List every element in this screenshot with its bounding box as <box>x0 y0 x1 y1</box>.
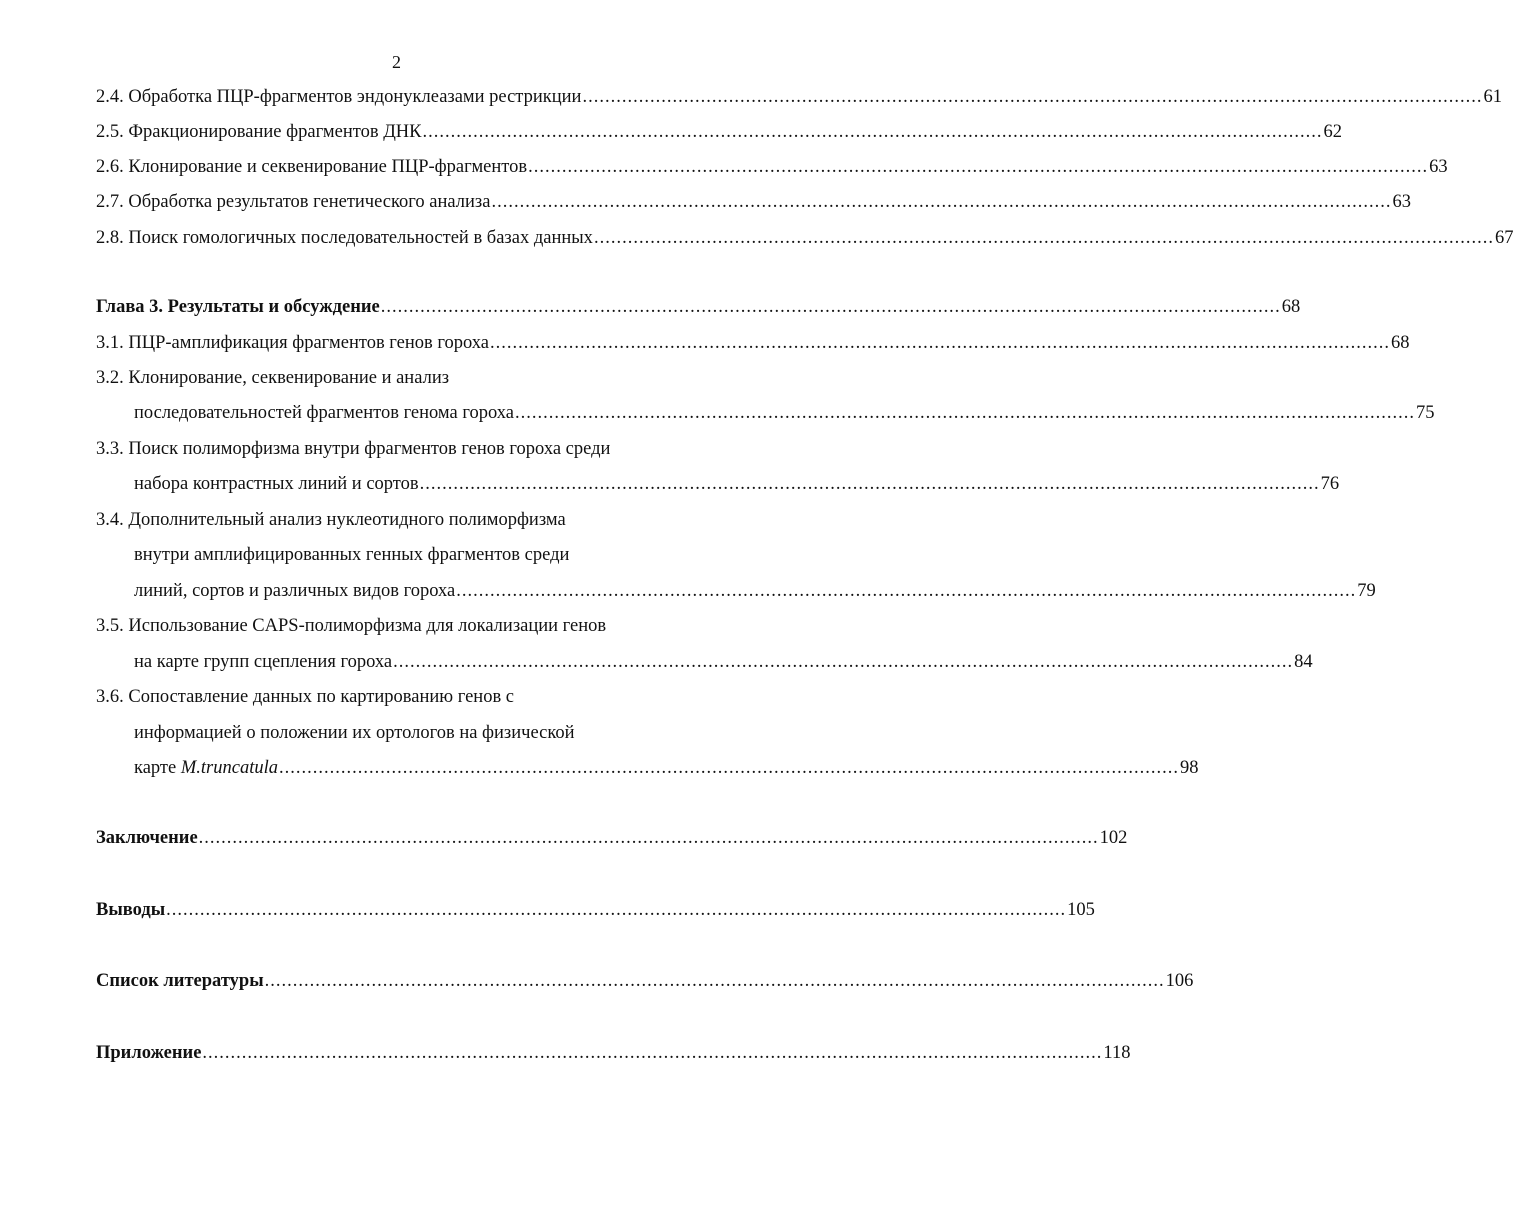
leader-dots: ................................................................................................................................................................ <box>393 652 1294 672</box>
toc-page-number: 102 <box>1099 828 1128 848</box>
toc-entry-title: линий, сортов и различных видов гороха <box>134 581 456 601</box>
toc-entry-2-8 <box>0 223 1513 253</box>
toc-entry-title-line: 3.3. Поиск полиморфизма внутри фрагментов генов гороха среди <box>96 439 611 459</box>
toc-entry-3-3-line-1 <box>0 434 793 464</box>
toc-entry-title: Список литературы <box>96 971 264 991</box>
toc-page-number: 84 <box>1294 652 1313 672</box>
toc-entry-3-4-line-1 <box>0 505 793 535</box>
leader-dots: ................................................................................................................................................................ <box>422 122 1323 142</box>
leader-dots: ................................................................................................................................................................ <box>490 333 1390 353</box>
toc-entry-title: Глава 3. Результаты и обсуждение <box>96 297 380 317</box>
toc-entry-title: 2.6. Клонирование и секвенирование ПЦР-фрагментов <box>96 157 528 177</box>
toc-entry-appendix <box>0 1038 1131 1068</box>
toc-entry-3-4 <box>0 576 1376 606</box>
toc-entry-title-line: 3.5. Использование CAPS-полиморфизма для локализации генов <box>96 616 607 636</box>
toc-entry-2-4 <box>0 82 1502 112</box>
toc-entry-2-5 <box>0 117 1343 147</box>
toc-entry-title: 3.1. ПЦР-амплификация фрагментов генов гороха <box>96 333 489 353</box>
toc-page-number: 106 <box>1165 971 1194 991</box>
leader-dots: ................................................................................................................................................................ <box>202 1043 1103 1063</box>
toc-entry-3-3 <box>0 469 1340 499</box>
toc-page-number: 98 <box>1179 758 1199 778</box>
leader-dots: ................................................................................................................................................................ <box>380 297 1281 317</box>
toc-entry-title: Заключение <box>96 828 198 848</box>
toc-entry-title-line: информацией о положении их ортологов на физической <box>134 723 575 743</box>
toc-page-number: 79 <box>1357 581 1376 601</box>
toc-entry-3-2 <box>0 398 1435 428</box>
toc-entry-3-4-line-2 <box>0 540 793 570</box>
toc-entry-chapter-3 <box>0 292 1301 322</box>
toc-entry-3-1 <box>0 328 1410 358</box>
toc-page-number: 62 <box>1323 122 1343 142</box>
leader-dots: ................................................................................................................................................................ <box>528 157 1429 177</box>
toc-entry-3-6-line-2 <box>0 718 793 748</box>
toc-entry-title: Выводы <box>96 900 166 920</box>
toc-page-number: 67 <box>1494 228 1513 248</box>
toc-entry-title: 2.7. Обработка результатов генетического анализа <box>96 192 491 212</box>
toc-page-number: 68 <box>1391 333 1410 353</box>
toc-entry-title: 2.5. Фракционирование фрагментов ДНК <box>96 122 422 142</box>
toc-page-number: 61 <box>1483 87 1502 107</box>
toc-entry-3-6-line-1 <box>0 682 793 712</box>
leader-dots: ................................................................................................................................................................ <box>456 581 1357 601</box>
toc-page-number: 63 <box>1429 157 1448 177</box>
leader-dots: ................................................................................................................................................................ <box>166 900 1067 920</box>
toc-entry-title: набора контрастных линий и сортов <box>134 474 419 494</box>
toc-entry-title <box>134 753 278 783</box>
toc-entry-conclusion <box>0 823 1128 853</box>
toc-page-number: 76 <box>1320 474 1340 494</box>
toc-page-number: 118 <box>1103 1043 1131 1063</box>
toc-entry-3-2-line-1 <box>0 363 793 393</box>
toc-entry-2-7 <box>0 187 1411 217</box>
toc-page-number: 75 <box>1415 403 1435 423</box>
toc-entry-3-6 <box>0 753 1199 783</box>
leader-dots: ................................................................................................................................................................ <box>514 403 1415 423</box>
toc-entry-title-line: внутри амплифицированных генных фрагментов среди <box>134 545 570 565</box>
toc-entry-title: Приложение <box>96 1043 202 1063</box>
leader-dots: ................................................................................................................................................................ <box>264 971 1165 991</box>
toc-entry-title-prefix: карте <box>134 758 181 778</box>
toc-page-number: 105 <box>1067 900 1095 920</box>
toc-entry-3-5 <box>0 647 1313 677</box>
toc-entry-title-line: 3.4. Дополнительный анализ нуклеотидного полиморфизма <box>96 510 566 530</box>
toc-entry-title-line: 3.6. Сопоставление данных по картированию генов с <box>96 687 515 707</box>
page-number: 2 <box>392 52 401 72</box>
leader-dots: ................................................................................................................................................................ <box>198 828 1099 848</box>
toc-entry-findings <box>0 895 1095 925</box>
toc-entry-2-6 <box>0 152 1448 182</box>
toc-entry-title: последовательностей фрагментов генома гороха <box>134 403 514 423</box>
toc-entry-title: 2.4. Обработка ПЦР-фрагментов эндонуклеазами рестрикции <box>96 87 582 107</box>
leader-dots: ................................................................................................................................................................ <box>582 87 1483 107</box>
toc-page-number: 63 <box>1392 192 1411 212</box>
toc-entry-title-line: 3.2. Клонирование, секвенирование и анализ <box>96 368 450 388</box>
toc-entry-title: на карте групп сцепления гороха <box>134 652 393 672</box>
leader-dots: ................................................................................................................................................................ <box>278 758 1179 778</box>
leader-dots: ................................................................................................................................................................ <box>491 192 1392 212</box>
toc-entry-title: 2.8. Поиск гомологичных последовательностей в базах данных <box>96 228 593 248</box>
toc-entry-references <box>0 966 1194 996</box>
toc-entry-3-5-line-1 <box>0 611 793 641</box>
species-name: M.truncatula <box>180 758 278 778</box>
leader-dots: ................................................................................................................................................................ <box>419 474 1320 494</box>
toc-page-number: 68 <box>1281 297 1301 317</box>
leader-dots: ................................................................................................................................................................ <box>593 228 1494 248</box>
